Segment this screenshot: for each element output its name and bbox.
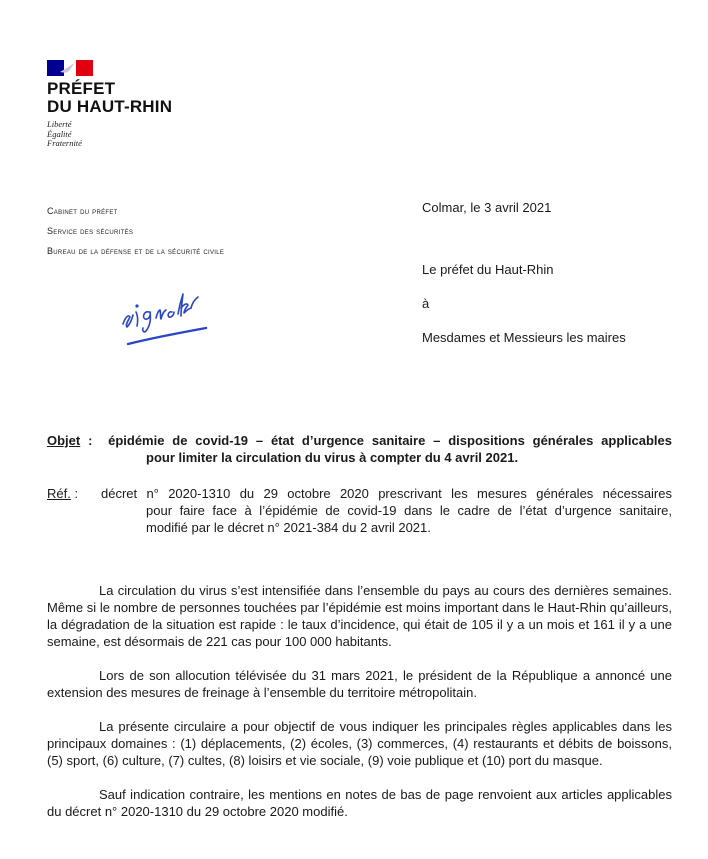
motto-fraternite: Fraternité [47,138,82,148]
service-cabinet: Cabinet du préfet [47,206,118,216]
reference-row-1 [47,485,672,502]
reference-text-2: pour faire face à l’épidémie de covid-19 dans le cadre de l’état d’urgence sanitaire, [146,503,672,518]
brand-line-1: PRÉFET [47,79,116,98]
letter-date: Colmar, le 3 avril 2021 [422,200,552,215]
letter-reference [47,485,672,536]
service-securites: Service des sécurités [47,226,134,236]
reference-text-3: modifié par le décret n° 2021-384 du 2 avril 2021. [146,520,431,535]
issuing-services [47,201,224,261]
republic-motto [47,120,82,149]
reference-text-1: décret n° 2020-1310 du 29 octobre 2020 prescrivant les mesures générales nécessaires [101,486,672,501]
brand-line-2: DU HAUT-RHIN [47,97,173,116]
recipient-block [422,262,626,364]
body-paragraph-1: La circulation du virus s’est intensifiée dans l’ensemble du pays au cours des dernières semaines. Même si le nombre de personnes touchées par l’épidémie est moins important dans le Haut-Rhin qu’ailleurs, la dégradation de la situation est rapide : le taux d’incidence, qui était de 105 il y a un mois et 161 il y a une semaine, est désormais de 221 cas pour 100 000 habitants. [47,583,672,649]
reference-label-cell [47,485,101,502]
subject-line-1 [47,432,672,449]
body-paragraph-4: Sauf indication contraire, les mentions en notes de bas de page renvoient aux articles applicables du décret n° 2020-1310 du 29 octobre 2020 modifié. [47,787,672,819]
reference-label: Réf. [47,486,71,501]
reference-separator: : [70,486,79,501]
motto-egalite: Égalité [47,128,72,139]
prefecture-brand [47,80,172,116]
body-paragraph-3: La présente circulaire a pour objectif de vous indiquer les principales règles applicables dans les principaux domaines : (1) déplacements, (2) écoles, (3) commerces, (4) restaurants et débits de boissons, (5) sport, (6) culture, (7) cultes, (8) loisirs et vie sociale, (9) voie publique et (10) port du masque. [47,719,672,768]
subject-separator: : [80,433,93,448]
subject-text-2: pour limiter la circulation du virus à compter du 4 avril 2021. [146,450,519,465]
to-line: à [422,296,430,311]
body-paragraph-2: Lors de son allocution télévisée du 31 mars 2021, le président de la République a annoncé une extension des mesures de freinage à l’ensemble du territoire métropolitain. [47,668,672,700]
letter-subject [47,432,672,466]
subject-label: Objet [47,433,81,448]
letter-body [47,582,672,837]
motto-liberte: Liberté [47,119,72,129]
recipient-line: Mesdames et Messieurs les maires [422,330,626,345]
sender-line: Le préfet du Haut-Rhin [422,262,554,277]
subject-text-1: épidémie de covid-19 – état d’urgence sanitaire – dispositions générales applicables [108,433,672,448]
signature-mark-icon [118,284,208,354]
marianne-logo-icon [47,60,93,76]
service-bureau-defense: Bureau de la défense et de la sécurité civile [47,246,225,256]
